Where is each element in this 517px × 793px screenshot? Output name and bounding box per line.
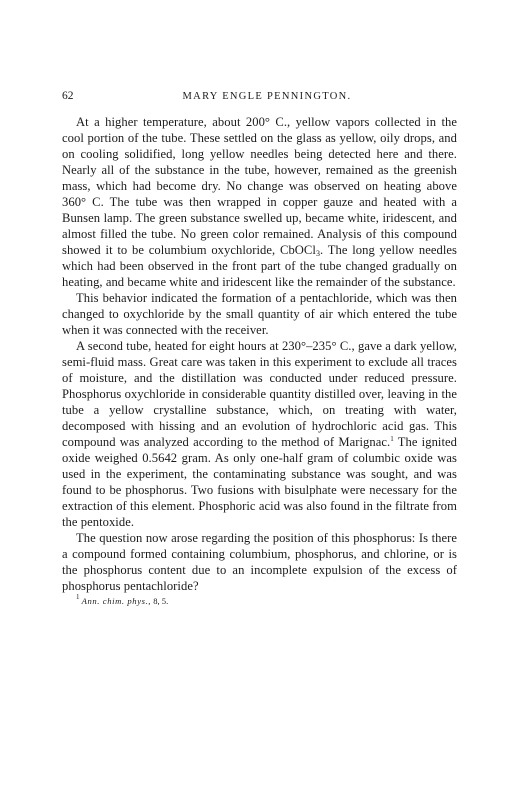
paragraph-second-tube (62, 338, 457, 530)
paragraph-text: . The long yellow needles which had been observed in the front part of the tube changed gradually on heating, and became white and iridescent like the remainder of the substance. (62, 243, 457, 289)
footnote-marker: 1 (390, 435, 394, 443)
footnote (62, 593, 457, 607)
body-text (62, 114, 457, 594)
page-number: 62 (62, 90, 74, 102)
paragraph-text: At a higher temperature, about 200° C., yellow vapors collected in the cool portion of the tube. These settled on the glass as yellow, oily drops, and on cooling solidified, long yellow needles being detected here and there. Nearly all of the substance in the tube, however, remained as the greenish mass, which had become dry. No change was observed on heating above 360° C. The tube was then wrapped in copper gauze and heated with a Bunsen lamp. The green substance swelled up, became white, iridescent, and almost filled the tube. No green color remained. Analysis of this compound showed it to be columbium oxychloride, CbOCl (62, 115, 457, 257)
footnote-number: 1 (76, 593, 80, 601)
subscript: 3 (315, 249, 320, 258)
paragraph-high-temperature (62, 114, 457, 290)
paragraph-text: The ignited oxide weighed 0.5642 gram. As only one-half gram of columbic oxide was used in the experiment, the contaminating substance was sought, and was found to be phosphorus. Two fusions with bisulphate were necessary for the extraction of this element. Phosphoric acid was also found in the filtrate from the pentoxide. (62, 435, 457, 529)
book-page (62, 90, 457, 607)
running-title: MARY ENGLE PENNINGTON. (182, 91, 352, 102)
paragraph-pentachloride: This behavior indicated the formation of a pentachloride, which was then changed to oxychloride by the small quantity of air which entered the tube when it was connected with the receiver. (62, 291, 457, 337)
footnote-reference: 8, 5. (151, 596, 169, 606)
paragraph-text: A second tube, heated for eight hours at 230°–235° C., gave a dark yellow, semi-fluid mass. Great care was taken in this experiment to exclude all traces of moisture, and the distillation was conducted under reduced pressure. Phosphorus oxychloride in considerable quantity distilled over, leaving in the tube a yellow crystalline substance, which, on treating with water, decomposed with hissing and an evolution of hydrochloric acid gas. This compound was analyzed according to the method of Marignac. (62, 339, 457, 449)
footnote-source: Ann. chim. phys., (81, 596, 152, 606)
paragraph-question: The question now arose regarding the position of this phosphorus: Is there a compound formed containing columbium, phosphorus, and chlorine, or is the phosphorus content due to an incomplete expulsion of the excess of phosphorus pentachloride? (62, 531, 457, 593)
running-head (62, 90, 457, 112)
